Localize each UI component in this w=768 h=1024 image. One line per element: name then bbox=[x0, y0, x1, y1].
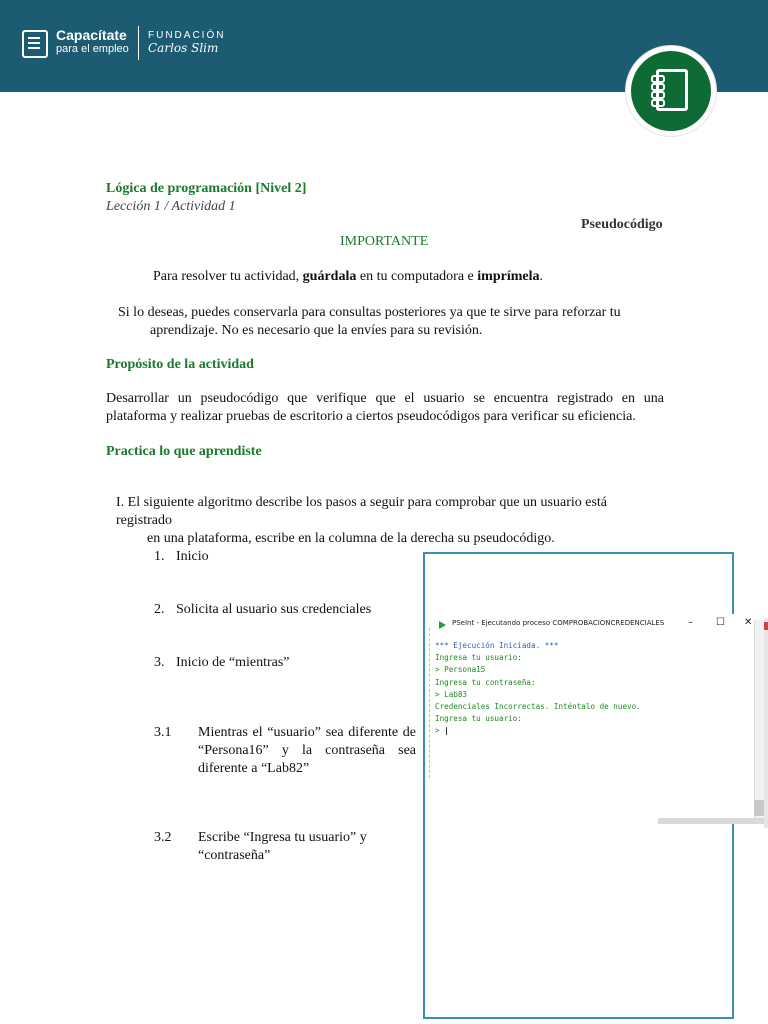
brand-line1: Capacítate bbox=[56, 27, 127, 43]
console-line: Credenciales Incorrectas. Inténtalo de nuevo. bbox=[435, 702, 641, 712]
console-output[interactable] bbox=[435, 640, 755, 738]
important-heading: IMPORTANTE bbox=[340, 234, 429, 249]
step-number: 3. bbox=[154, 655, 165, 670]
window-titlebar bbox=[432, 614, 766, 636]
foundation-logo bbox=[148, 30, 225, 55]
step-text: Escribe “Ingresa tu usuario” y “contraseña” bbox=[198, 830, 367, 863]
step-number: 1. bbox=[154, 549, 165, 564]
step-text: Solicita al usuario sus credenciales bbox=[176, 602, 372, 617]
console-line: > Lab83 bbox=[435, 689, 468, 699]
scrollbar-thumb[interactable] bbox=[754, 800, 764, 816]
minimize-button[interactable]: – bbox=[688, 617, 693, 628]
maximize-button[interactable]: ☐ bbox=[716, 617, 725, 628]
purpose-text: Desarrollar un pseudocódigo que verifique que el usuario se encuentra registrado en una plataforma y realizar pruebas de escritorio a ciertos pseudocódigos para verificar su eficiencia. bbox=[106, 391, 664, 424]
text-cursor bbox=[446, 727, 447, 735]
console-prompt[interactable]: > bbox=[435, 725, 755, 737]
background-window-edge bbox=[764, 618, 768, 828]
step-number: 3.1 bbox=[154, 725, 172, 740]
window-title: PSeInt - Ejecutando proceso COMPROBACIONCREDENCIALES bbox=[452, 619, 665, 627]
brand-line2: para el empleo bbox=[56, 43, 129, 55]
pseint-console-window bbox=[432, 614, 766, 824]
exercise-instruction: I. El siguiente algoritmo describe los pasos a seguir para comprobar que un usuario está registrado en una plataforma, escribe en la columna de la derecha su pseudocódigo. bbox=[116, 495, 608, 546]
notebook-badge bbox=[626, 46, 716, 136]
step-number: 2. bbox=[154, 602, 165, 617]
step-text: Mientras el “usuario” sea diferente de “Persona16” y la contraseña sea diferente a “Lab82” bbox=[198, 725, 416, 776]
brand-logo bbox=[56, 28, 129, 56]
practice-heading: Practica lo que aprendiste bbox=[106, 444, 262, 459]
console-line: > Persona15 bbox=[435, 665, 486, 675]
keep-note: Si lo deseas, puedes conservarla para consultas posteriores ya que te sirve para reforzar tu aprendizaje. No es necesario que la envíes para su revisión. bbox=[118, 305, 621, 338]
step-number: 3.2 bbox=[154, 830, 172, 845]
step-text: Inicio bbox=[176, 549, 209, 564]
logo-divider bbox=[138, 26, 139, 60]
console-line: *** Ejecución Iniciada. *** bbox=[435, 641, 559, 650]
notebook-icon bbox=[656, 69, 688, 111]
background-window-close bbox=[764, 622, 768, 630]
foundation-signature: Carlos Slim bbox=[148, 41, 219, 55]
foundation-label: FUNDACIÓN bbox=[148, 30, 226, 41]
subject-label: Pseudocódigo bbox=[581, 217, 663, 232]
save-note: Para resolver tu actividad, guárdala en tu computadora e imprímela. bbox=[153, 269, 543, 284]
checklist-icon bbox=[22, 30, 48, 58]
console-line: Ingresa tu usuario: bbox=[435, 714, 522, 724]
document-title: Lógica de programación [Nivel 2] bbox=[106, 181, 307, 196]
step-text: Inicio de “mientras” bbox=[176, 655, 290, 670]
console-line: Ingresa tu usuario: bbox=[435, 653, 522, 663]
lesson-label: Lección 1 / Actividad 1 bbox=[106, 199, 236, 214]
close-button[interactable]: ✕ bbox=[744, 617, 753, 628]
horizontal-scrollbar[interactable] bbox=[658, 818, 766, 824]
purpose-heading: Propósito de la actividad bbox=[106, 357, 254, 372]
play-icon bbox=[439, 621, 446, 629]
console-line: Ingresa tu contraseña: bbox=[435, 677, 536, 687]
